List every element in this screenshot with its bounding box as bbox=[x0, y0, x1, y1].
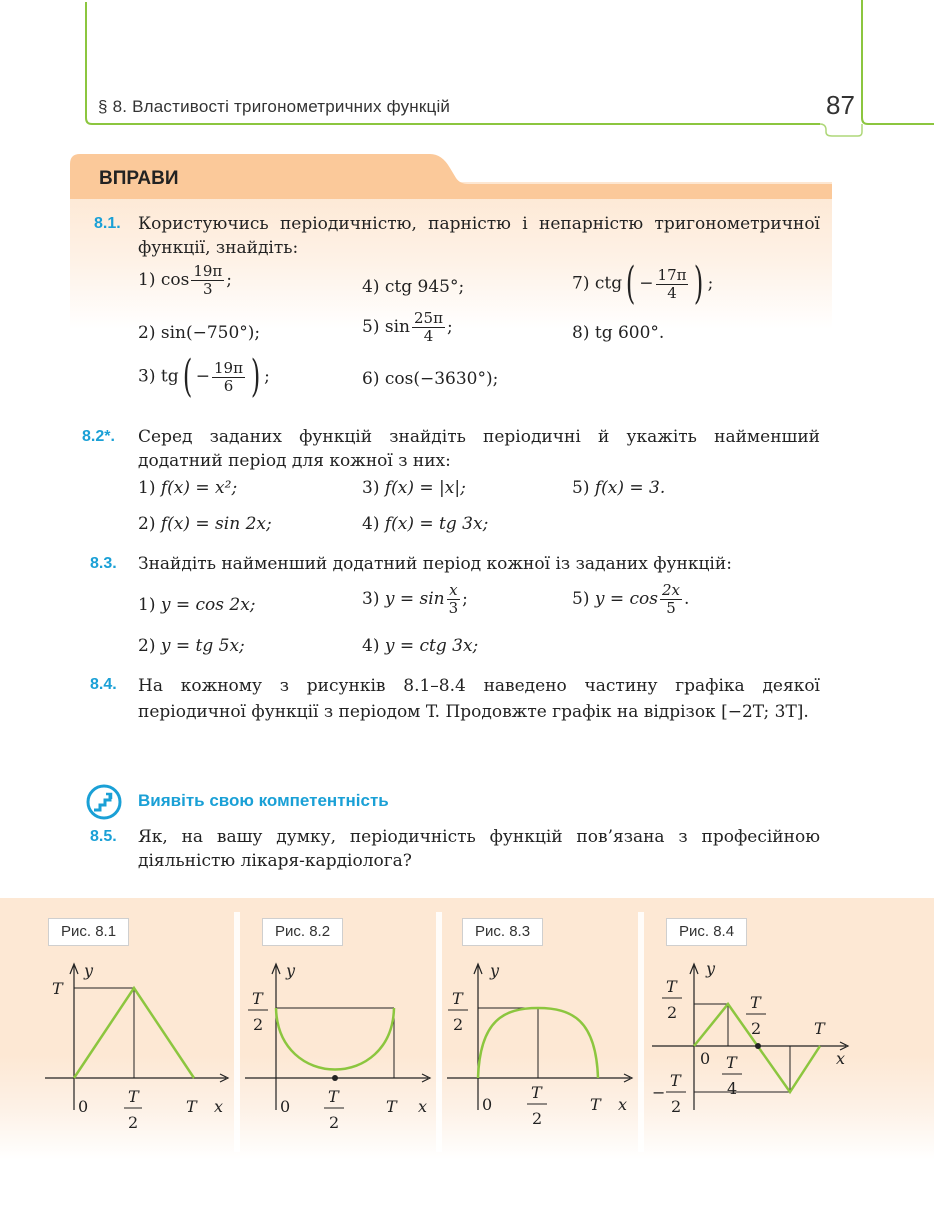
y-axis-label: y bbox=[706, 959, 716, 978]
exercise-number: 8.1. bbox=[94, 215, 121, 232]
exercise-item: 3) f(x) = |x|; bbox=[362, 478, 466, 498]
exercise-text: Серед заданих функцій знайдіть періодичні й укажіть найменший додатний період для кожної з них: bbox=[138, 427, 820, 471]
axis-tick-label: T bbox=[726, 1053, 737, 1072]
axis-tick-label: 2 bbox=[671, 1097, 682, 1116]
figure-label: Рис. 8.3 bbox=[462, 918, 543, 946]
y-axis-label: y bbox=[84, 961, 94, 980]
header-frame bbox=[0, 0, 934, 140]
axis-tick-label: 2 bbox=[453, 1015, 464, 1034]
x-axis-label: x bbox=[418, 1097, 428, 1116]
exercise-text: Користуючись періодичністю, парністю і непарністю тригонометричної функції, знайдіть: bbox=[138, 214, 820, 258]
origin-label: 0 bbox=[482, 1095, 493, 1114]
exercise-item: 4) y = ctg 3x; bbox=[362, 636, 479, 656]
figure-label: Рис. 8.2 bbox=[262, 918, 343, 946]
exercise-number: 8.2*. bbox=[82, 428, 115, 445]
exercise-item: 1) cos $\frac{19\pi}{3}$ ; bbox=[138, 262, 233, 298]
section-title: ВПРАВИ bbox=[99, 168, 179, 189]
figure-label: Рис. 8.4 bbox=[666, 918, 747, 946]
figure-8-4 bbox=[648, 950, 860, 1150]
origin-label: 0 bbox=[78, 1097, 89, 1116]
axis-tick-label: 2 bbox=[253, 1015, 264, 1034]
figure-label: Рис. 8.1 bbox=[48, 918, 129, 946]
exercise-item: 1) f(x) = x²; bbox=[138, 478, 238, 498]
y-axis-label: y bbox=[490, 961, 500, 980]
axis-tick-label: 2 bbox=[329, 1113, 340, 1132]
exercise-item: 5) y = cos $\frac{2x}{5}$ . bbox=[572, 581, 690, 617]
exercise-item: 2) sin(−750°); bbox=[138, 323, 261, 343]
x-axis-label: x bbox=[618, 1095, 628, 1114]
exercise-item: 7) ctg( − $\frac{17\pi}{4}$ ) ; bbox=[572, 258, 714, 309]
exercise-text: Як, на вашу думку, періодичність функцій пов’язана з професійною діяльністю лікаря-кардіолога? bbox=[138, 827, 820, 871]
axis-tick-label: T bbox=[186, 1097, 197, 1116]
axis-tick-label: T bbox=[750, 993, 761, 1012]
axis-tick-label: 2 bbox=[751, 1019, 762, 1038]
axis-tick-label: T bbox=[386, 1097, 397, 1116]
axis-tick-label: T bbox=[452, 989, 463, 1008]
axis-tick-label: T bbox=[531, 1083, 542, 1102]
exercise-item: 2) y = tg 5x; bbox=[138, 636, 245, 656]
axis-tick-label: T bbox=[814, 1019, 825, 1038]
exercise-item: 4) f(x) = tg 3x; bbox=[362, 514, 489, 534]
exercise-item: 2) f(x) = sin 2x; bbox=[138, 514, 272, 534]
axis-tick-label: 2 bbox=[532, 1109, 543, 1128]
figure-divider bbox=[234, 912, 240, 1152]
exercise-item: 3) y = sin $\frac{x}{3}$ ; bbox=[362, 581, 468, 617]
axis-tick-label: 2 bbox=[667, 1003, 678, 1022]
figure-8-1 bbox=[40, 950, 232, 1150]
axis-tick-label: T bbox=[252, 989, 263, 1008]
header-title: § 8. Властивості тригонометричних функцій bbox=[98, 97, 451, 116]
axis-tick-label: T bbox=[328, 1087, 339, 1106]
figure-8-3 bbox=[444, 950, 636, 1150]
y-axis-label: y bbox=[286, 961, 296, 980]
origin-label: 0 bbox=[280, 1097, 291, 1116]
figure-divider bbox=[436, 912, 442, 1152]
axis-tick-label: − bbox=[652, 1083, 666, 1102]
page-number: 87 bbox=[826, 90, 855, 120]
exercise-item: 1) y = cos 2x; bbox=[138, 595, 256, 615]
exercise-item: 5) f(x) = 3. bbox=[572, 478, 666, 498]
axis-tick-label: T bbox=[52, 979, 63, 998]
exercise-number: 8.5. bbox=[90, 828, 117, 845]
exercise-number: 8.4. bbox=[90, 676, 117, 693]
axis-tick-label: T bbox=[590, 1095, 601, 1114]
exercise-number: 8.3. bbox=[90, 555, 117, 572]
exercise-text: Знайдіть найменший додатний період кожної із заданих функцій: bbox=[138, 554, 732, 574]
x-axis-label: x bbox=[214, 1097, 224, 1116]
competence-title: Виявіть свою компетентність bbox=[138, 791, 389, 810]
exercise-item: 5) sin $\frac{25\pi}{4}$ ; bbox=[362, 309, 453, 345]
axis-tick-label: 2 bbox=[128, 1113, 139, 1132]
exercise-item: 4) ctg 945°; bbox=[362, 277, 465, 297]
axis-tick-label: 4 bbox=[727, 1079, 738, 1098]
figure-divider bbox=[638, 912, 644, 1152]
axis-tick-label: T bbox=[666, 977, 677, 996]
exercise-item: 6) cos(−3630°); bbox=[362, 369, 499, 389]
competence-icon bbox=[86, 784, 122, 820]
axis-tick-label: T bbox=[128, 1087, 139, 1106]
origin-label: 0 bbox=[700, 1049, 711, 1068]
figure-8-2 bbox=[242, 950, 434, 1150]
exercise-item: 3) tg( − $\frac{19\pi}{6}$ ) ; bbox=[138, 351, 270, 402]
exercise-text: На кожному з рисунків 8.1–8.4 наведено частину графіка деякої періодичної функції з періодом T. Продовжте графік на відрізок [−2T; 3T]. bbox=[138, 676, 820, 722]
axis-tick-label: T bbox=[670, 1071, 681, 1090]
exercise-item: 8) tg 600°. bbox=[572, 323, 665, 343]
x-axis-label: x bbox=[836, 1049, 846, 1068]
